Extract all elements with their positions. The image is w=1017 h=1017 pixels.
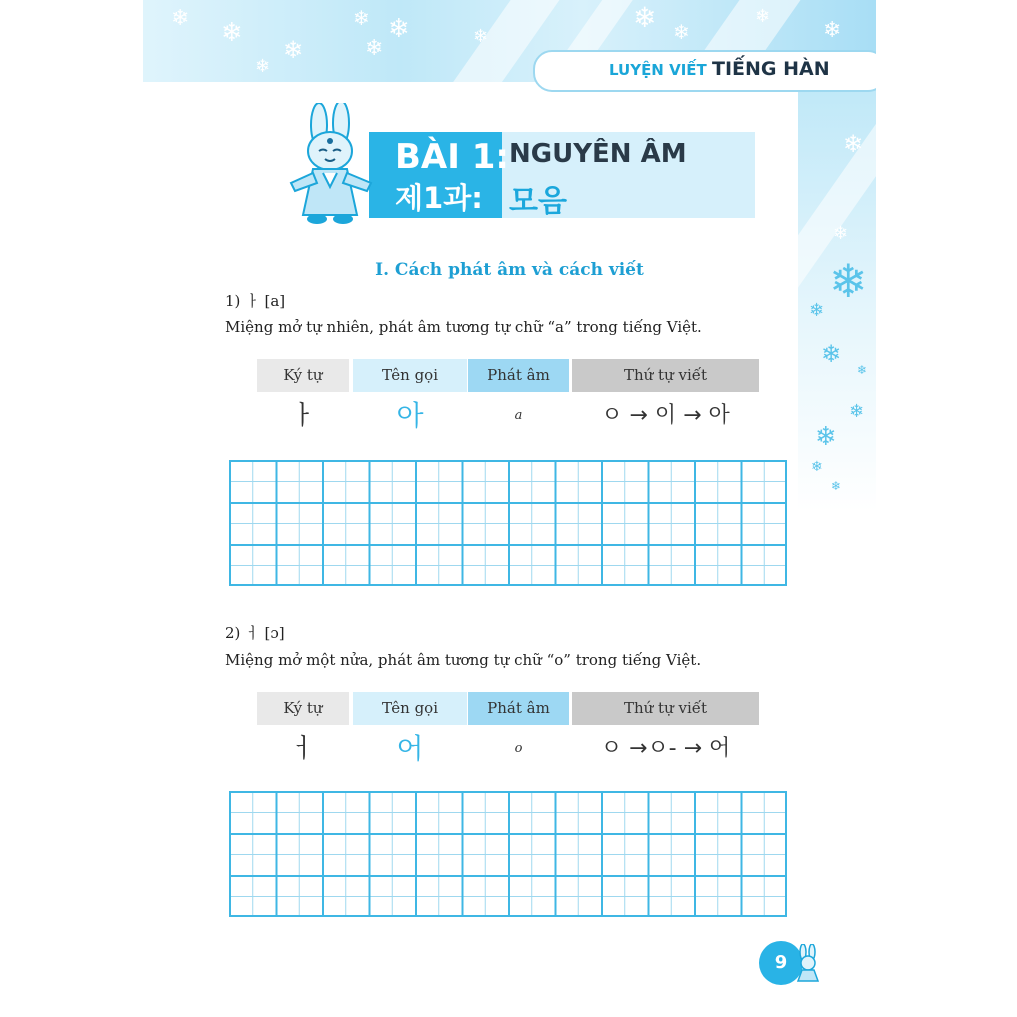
snowflake-icon: ❄ [831,479,842,493]
table-header-character: Ký tự [257,692,349,725]
item-2-description: Miệng mở một nửa, phát âm tương tự chữ “o” trong tiếng Việt. [225,651,702,669]
snowflake-icon: ❄ [473,26,489,47]
practice-grid-2[interactable] [229,791,787,917]
table-header-character: Ký tự [257,359,349,392]
snowflake-icon: ❄ [221,18,243,48]
snowflake-icon: ❄ [255,56,271,77]
snowflake-icon: ❄ [849,401,865,422]
table-header-name: Tên gọi [353,692,467,725]
snowflake-icon: ❄ [388,14,410,44]
book-title-big: TIẾNG HÀN [712,58,830,80]
item-letter: ㅏ [245,292,260,310]
rabbit-mascot-icon [283,103,383,228]
table-cell-pronunciation: o [514,741,523,756]
item-romanization: [a] [264,292,286,310]
section-heading: I. Cách phát âm và cách viết [375,260,644,280]
snowflake-icon: ❄ [283,36,304,64]
snowflake-icon: ❄ [823,18,842,43]
table-header-pronunciation: Phát âm [468,692,569,725]
table-cell-name: 아 [396,399,424,432]
item-romanization: [ɔ] [264,624,285,642]
snowflake-icon: ❄ [809,300,825,321]
lesson-number-ko: 제1과: [395,181,483,215]
snowflake-icon: ❄ [353,6,370,30]
practice-grid-1[interactable] [229,460,787,586]
snowflake-icon: ❄ [821,340,842,368]
table-cell-name: 어 [396,732,424,765]
table-header-stroke-order: Thứ tự viết [572,359,759,392]
book-title [609,58,830,80]
snowflake-icon: ❄ [857,363,868,377]
table-cell-pronunciation: a [514,408,523,423]
table-cell-character: ㅓ [290,734,316,764]
item-1-heading [225,290,285,311]
table-cell-stroke-order: ㅇ →ㅇ- → 어 [600,736,731,761]
snowflake-icon: ❄ [811,459,823,475]
snowflake-icon: ❄ [633,1,657,34]
snowflake-icon: ❄ [833,223,849,244]
book-page [143,0,876,1017]
item-1-description: Miệng mở tự nhiên, phát âm tương tự chữ “a” trong tiếng Việt. [225,318,702,336]
snowflake-icon: ❄ [829,254,868,308]
lesson-title-vi: NGUYÊN ÂM [509,139,687,169]
item-number: 1) [225,292,241,310]
snowflake-icon: ❄ [843,130,864,158]
book-title-small: LUYỆN VIẾT [609,61,707,79]
snowflake-icon: ❄ [815,422,837,452]
snowflake-icon: ❄ [365,36,384,61]
item-number: 2) [225,624,241,642]
page-number: 9 [759,941,803,985]
lesson-title-ko: 모음 [509,184,567,219]
table-cell-character: ㅏ [290,401,316,431]
lesson-number-vi: BÀI 1: [395,137,509,177]
item-letter: ㅓ [245,624,260,642]
snowflake-icon: ❄ [673,20,690,44]
item-2-heading [225,622,285,643]
table-header-stroke-order: Thứ tự viết [572,692,759,725]
snowflake-icon: ❄ [171,6,190,31]
small-rabbit-icon [793,944,823,984]
table-cell-stroke-order: ㅇ → 이 → 아 [601,403,730,428]
table-header-name: Tên gọi [353,359,467,392]
table-header-pronunciation: Phát âm [468,359,569,392]
snowflake-icon: ❄ [755,6,771,27]
